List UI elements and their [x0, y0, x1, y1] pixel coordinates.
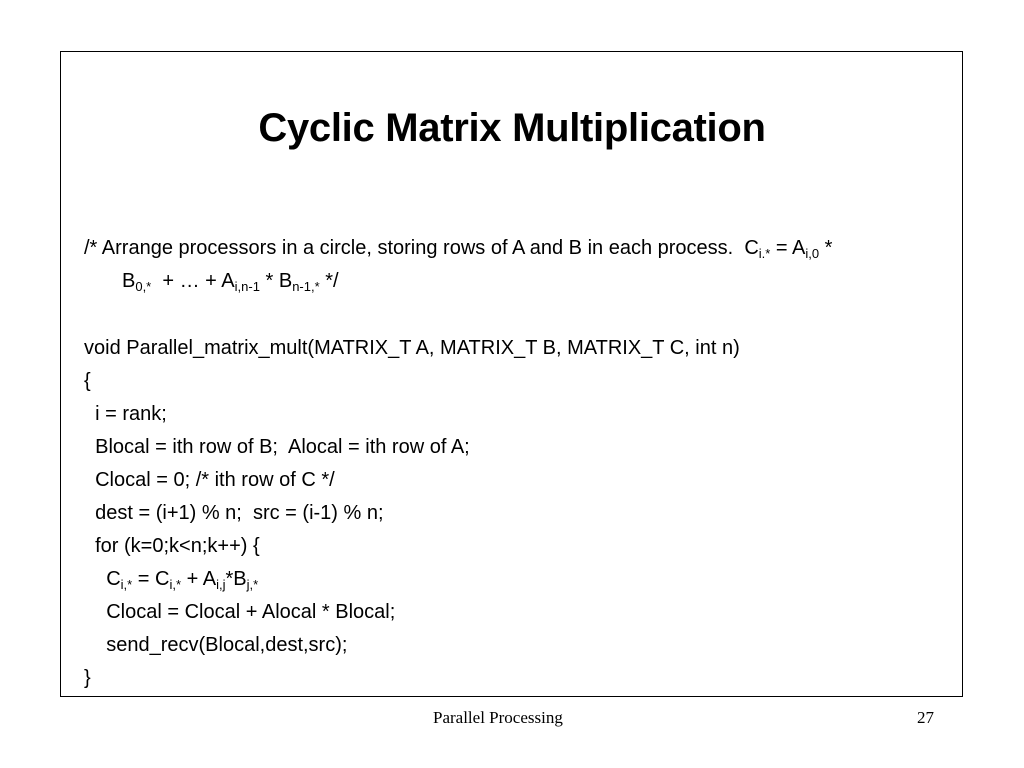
page-number: 27 — [917, 708, 934, 727]
code-line: dest = (i+1) % n; src = (i-1) % n; — [84, 502, 384, 524]
close-brace: } — [84, 667, 91, 689]
comment-line-2: $B_{0,*}$ + … + $A_{i,n-1} * B_{n-1,*}$ */ — [122, 270, 339, 294]
code-line: Clocal = 0; /* ith row of C */ — [84, 469, 335, 491]
code-line: for (k=0;k<n;k++) { — [84, 535, 260, 557]
footer-title: Parallel Processing — [433, 708, 563, 727]
open-brace: { — [84, 370, 91, 392]
slide-body — [84, 232, 964, 695]
slide-title: Cyclic Matrix Multiplication — [258, 106, 766, 150]
code-line: send_recv(Blocal,dest,src); — [84, 634, 348, 656]
comment-line-1: /* Arrange processors in a circle, storing rows of A and B in each process. $C_{i.*} = A_{i,0}$ * — [84, 237, 833, 261]
code-line: i = rank; — [84, 403, 167, 425]
function-signature: void Parallel_matrix_mult(MATRIX_T A, MATRIX_T B, MATRIX_T C, int n) — [84, 337, 740, 359]
code-line: Clocal = Clocal + Alocal * Blocal; — [84, 601, 396, 623]
code-line: $C_{i,*} = C_{i,*} + A_{i,j}*B_{j,*}$ — [84, 568, 259, 592]
code-line: Blocal = ith row of B; Alocal = ith row of A; — [84, 436, 470, 458]
